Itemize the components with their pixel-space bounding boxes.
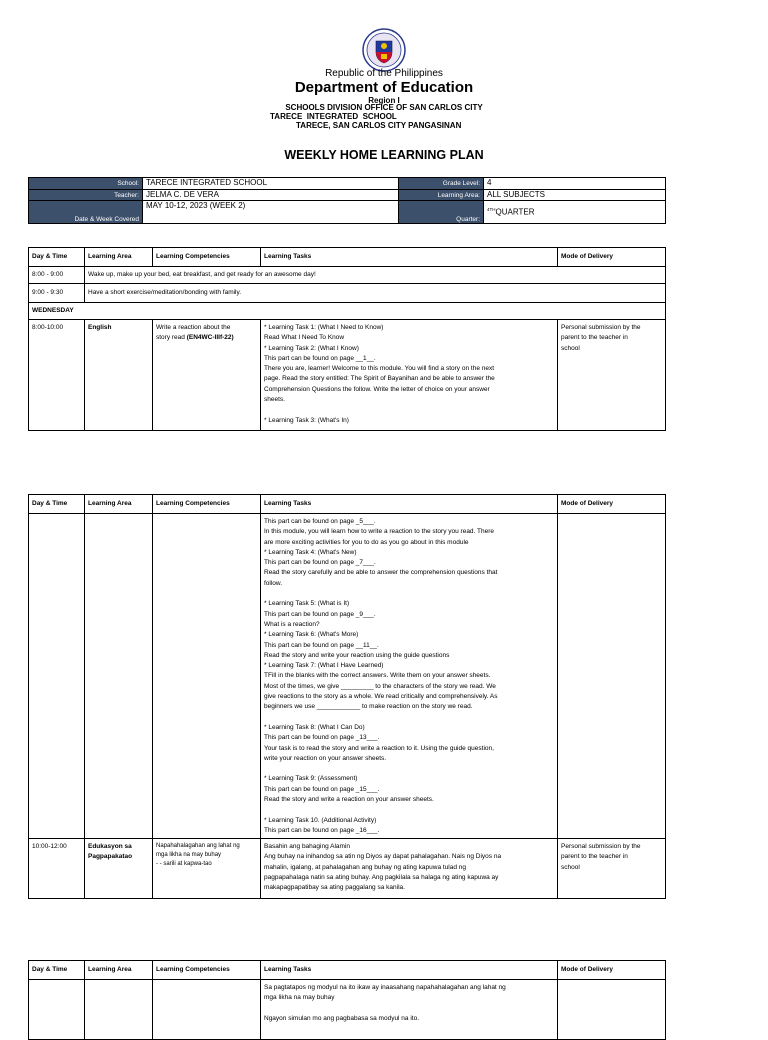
row-competency: [153, 514, 261, 839]
row-learning-area: Edukasyon sa Pagpapakatao: [85, 839, 153, 899]
address-line: TARECE, SAN CARLOS CITY PANGASINAN: [296, 121, 462, 130]
republic-line: Republic of the Philippines: [325, 68, 443, 79]
page-title: WEEKLY HOME LEARNING PLAN: [284, 148, 484, 162]
table-row: [29, 284, 666, 303]
col-header-learning-area: Learning Area: [85, 495, 153, 514]
row-tasks: Sa pagtatapos ng modyul na ito ikaw ay inaasahang napahahalagahan ang lahat ng mga likha na may buhay Ngayon simulan mo ang pagbabasa sa modyul na ito.: [261, 980, 558, 1040]
row-time: [29, 514, 85, 839]
col-header-mode: Mode of Delivery: [558, 248, 666, 267]
school-line: TARECE INTEGRATED SCHOOL: [270, 112, 397, 121]
col-header-competencies: Learning Competencies: [153, 961, 261, 980]
row-competency: Napahahalagahan ang lahat ng mga likha na may buhay - - sarili at kapwa-tao: [153, 839, 261, 899]
row-time: 10:00-12:00: [29, 839, 85, 899]
col-header-mode: Mode of Delivery: [558, 961, 666, 980]
region-line: Region I: [368, 96, 400, 105]
row-learning-area: [85, 514, 153, 839]
row-competency: [153, 980, 261, 1040]
row-time: [29, 980, 85, 1040]
col-header-day-time: Day & Time: [29, 961, 85, 980]
date-label: Date & Week Covered: [29, 201, 143, 224]
col-header-competencies: Learning Competencies: [153, 495, 261, 514]
row-time: 9:00 - 9:30: [29, 284, 85, 303]
day-row: [29, 303, 666, 320]
table-row: [29, 320, 666, 431]
learning-area-label: Learning Area:: [399, 190, 484, 201]
row-mode-of-delivery: [558, 514, 666, 839]
row-tasks: This part can be found on page _5___. In this module, you will learn how to write a reaction to the story you read. There are more exciting activities for you to do as you go about in this module * Learning Task 4: (What's New) This part can be found on page _7___. Read the story carefully and be able to answer the comprehension questions that follow. * Learning Task 5: (What is It) This part can be found on page _9___. What is a reaction? * Learning Task 6: (What's More) This part can be found on page __11__. Read the story and write your reaction using the guide questions * Learning Task 7: (What I Have Learned) TFill in the blanks with the correct answers. Write them on your answer sheets. Most of the times, we give _________ to the characters of the story we read. We give reactions to the story as a whole. We read critically and comprehensively. As beginners we use ____________ to make reaction on the story we read. * Learning Task 8: (What I Can Do) This part can be found on page _13___. Your task is to read the story and write a reaction to it. Using the guide question, write your reaction on your answer sheets. * Learning Task 9: (Assessment) This part can be found on page _15___. Read the story and write a reaction on your answer sheets. * Learning Task 10. (Additional Activity) This part can be found on page _16___.: [261, 514, 558, 839]
row-mode-of-delivery: Personal submission by the parent to the teacher in school: [558, 839, 666, 899]
division-line: SCHOOLS DIVISION OFFICE OF SAN CARLOS CITY: [285, 103, 483, 112]
row-time: 8:00-10:00: [29, 320, 85, 431]
row-mode-of-delivery: Personal submission by the parent to the teacher in school: [558, 320, 666, 431]
quarter-label: Quarter:: [399, 201, 484, 224]
school-value: TARECE INTEGRATED SCHOOL: [143, 178, 399, 190]
col-header-mode: Mode of Delivery: [558, 495, 666, 514]
table-header-row: [29, 495, 666, 514]
info-table: [28, 177, 666, 224]
table-row: [29, 267, 666, 284]
learning-area-value: ALL SUBJECTS: [484, 190, 666, 201]
col-header-tasks: Learning Tasks: [261, 248, 558, 267]
date-value: MAY 10-12, 2023 (WEEK 2): [143, 201, 399, 224]
row-tasks: * Learning Task 1: (What I Need to Know) Read What I Need To Know * Learning Task 2: (What I Know) This part can be found on page __1__. There you are, learner! Welcome to this module. You will find a story on the next page. Read the story entitled: The Spirit of Bayanihan and be able to answer the Comprehension Questions the follow. Write the letter of choice on your answer sheets. * Learning Task 3: (What's In): [261, 320, 558, 431]
row-time: 8:00 - 9:00: [29, 267, 85, 284]
teacher-value: JELMA C. DE VERA: [143, 190, 399, 201]
col-header-learning-area: Learning Area: [85, 961, 153, 980]
department-name: Department of Education: [294, 79, 474, 96]
table-row: [29, 514, 666, 839]
quarter-value: $^{4TH}$QUARTER: [484, 201, 666, 224]
plan-table-3: [28, 960, 666, 1040]
table-header-row: [29, 961, 666, 980]
row-activity: Have a short exercise/meditation/bonding with family.: [85, 284, 666, 303]
col-header-tasks: Learning Tasks: [261, 961, 558, 980]
teacher-label: Teacher:: [29, 190, 143, 201]
table-row: [29, 839, 666, 899]
col-header-competencies: Learning Competencies: [153, 248, 261, 267]
col-header-tasks: Learning Tasks: [261, 495, 558, 514]
row-learning-area: English: [85, 320, 153, 431]
grade-value: 4: [484, 178, 666, 190]
plan-table-1: [28, 247, 666, 431]
day-label: WEDNESDAY: [29, 303, 666, 320]
school-label: School:: [29, 178, 143, 190]
col-header-learning-area: Learning Area: [85, 248, 153, 267]
col-header-day-time: Day & Time: [29, 495, 85, 514]
col-header-day-time: Day & Time: [29, 248, 85, 267]
grade-label: Grade Level:: [399, 178, 484, 190]
row-activity: Wake up, make up your bed, eat breakfast, and get ready for an awesome day!: [85, 267, 666, 284]
table-header-row: [29, 248, 666, 267]
row-tasks: Basahin ang bahaging Alamin Ang buhay na inihandog sa atin ng Diyos ay dapat pahalagahan. Nais ng Diyos na mahalin, igalang, at pahalagahan ang buhay ng ating kapuwa tulad ng pagpapahalaga natin sa ating buhay. Ang pagkilala sa halaga ng ating kapuwa ay makapagpapatibay sa ating paggalang sa kanila.: [261, 839, 558, 899]
row-learning-area: [85, 980, 153, 1040]
plan-table-2: [28, 494, 666, 899]
table-row: [29, 980, 666, 1040]
deped-seal-icon: [362, 28, 406, 72]
row-competency: Write a reaction about the story read (EN4WC-IIIf-22): [153, 320, 261, 431]
row-mode-of-delivery: [558, 980, 666, 1040]
